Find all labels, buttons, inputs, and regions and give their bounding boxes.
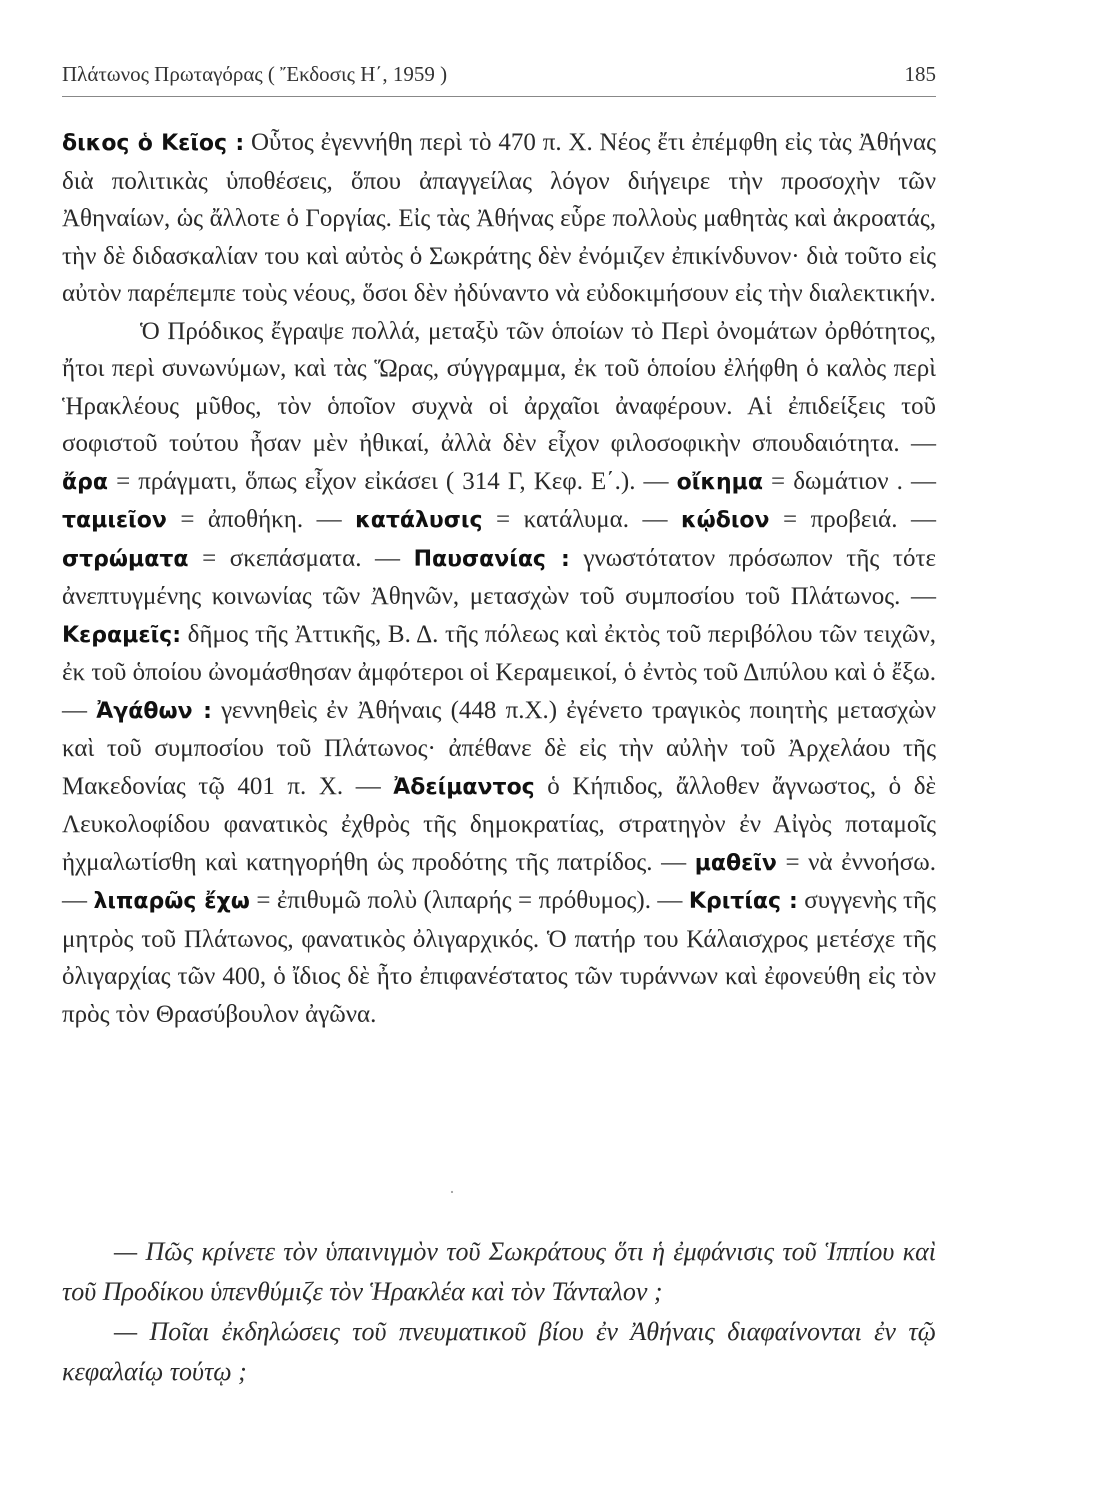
running-head	[62, 62, 936, 87]
question-item: — Ποῖαι ἐκδηλώσεις τοῦ πνευματικοῦ βίου ἐν Ἀθήναις διαφαίνονται ἐν τῷ κεφαλαίῳ τούτῳ ;	[62, 1317, 936, 1386]
gloss-text: = δωμάτιον . —	[762, 467, 936, 495]
term-prodikos: δικος ὁ Κεῖος :	[62, 131, 245, 156]
term-katalysis: κατάλυσις	[355, 508, 483, 533]
term-stromata: στρώματα	[62, 546, 189, 572]
term-mathein: μαθεῖν	[694, 850, 777, 876]
gloss-text: = νὰ ἐννοήσω. —	[62, 848, 936, 914]
term-kodion: κῴδιον	[680, 508, 770, 533]
term-tamieion: ταμιεῖον	[62, 508, 167, 533]
commentary-body	[62, 124, 936, 1033]
gloss-text: ὁ Κήπιδος, ἄλλοθεν ἄγνωστος, ὁ δὲ Λευκολοφίδου φανατικὸς ἐχθρὸς τῆς δημοκρατίας, στρατηγὸν ἐν Αἰγὸς ποταμοῖς ἠχμαλωτίσθη καὶ κατηγορήθη ὡς προδότης τῆς πατρίδος. —	[62, 772, 936, 876]
term-agathon: Ἀγάθων :	[96, 698, 212, 724]
gloss-text: γεννηθεὶς ἐν Ἀθήναις (448 π.Χ.) ἐγένετο τραγικὸς ποιητὴς μετασχὼν καὶ τοῦ συμποσίου τοῦ Πλάτωνος· ἀπέθανε δὲ εἰς τὴν αὐλὴν τοῦ Ἀρχελάου τῆς Μακεδονίας τῷ 401 π. Χ. —	[62, 696, 937, 800]
term-kerameis: Κεραμεῖς:	[62, 622, 182, 648]
paragraph-text: Ὁ Πρόδικος ἔγραψε πολλά, μεταξὺ τῶν ὁποίων τὸ Περὶ ὀνομάτων ὀρθότητος, ἤτοι περὶ συνωνύμων, καὶ τὰς Ὥρας, σύγγραμμα, ἐκ τοῦ ὁποίου ἐλήφθη ὁ καλὸς περὶ Ἡρακλέους μῦθος, τὸν ὁποῖον συχνὰ οἱ ἀρχαῖοι ἀναφέρουν. Αἱ ἐπιδείξεις τοῦ σοφιστοῦ τούτου ἦσαν μὲν ἠθικαί, ἀλλὰ δὲν εἶχον φιλοσοφικὴν σπουδαιότητα. —	[62, 317, 936, 457]
paragraph-text: Οὗτος ἐγεννήθη περὶ τὸ 470 π. Χ. Νέος ἔτι ἐπέμφθη εἰς τὰς Ἀθήνας διὰ πολιτικὰς ὑποθέσεις, ὅπου ἀπαγγείλας λόγον διήγειρε τὴν προσοχὴν τῶν Ἀθηναίων, ὡς ἄλλοτε ὁ Γοργίας. Εἰς τὰς Ἀθήνας εὗρε πολλοὺς μαθητὰς καὶ ἀκροατάς, τὴν δὲ διδασκαλίαν του καὶ αὐτὸς ὁ Σωκράτης δὲν ἐνόμιζεν ἐπικίνδυνον· διὰ τοῦτο εἰς αὐτὸν παρέπεμπε τοὺς νέους, ὅσοι δὲν ἠδύναντο νὰ εὐδοκιμήσουν εἰς τὴν διαλεκτικήν.	[62, 129, 936, 307]
question-item: — Πῶς κρίνετε τὸν ὑπαινιγμὸν τοῦ Σωκράτους ὅτι ἡ ἐμφάνισις τοῦ Ἱππίου καὶ τοῦ Προδίκου ὑπενθύμιζε τὸν Ἡρακλέα καὶ τὸν Τάνταλον ;	[62, 1237, 936, 1306]
page-number: 185	[904, 62, 936, 86]
paragraph-prodikos	[62, 124, 936, 313]
gloss-text: = προβειά. —	[769, 506, 936, 533]
term-adeimantos: Ἀδείμαντος	[393, 774, 535, 800]
study-questions	[62, 1232, 936, 1392]
section-divider-mark: ·	[449, 1182, 455, 1202]
term-oikema: οἴκημα	[676, 469, 763, 495]
gloss-text: γνωστότατον πρόσωπον τῆς τότε ἀνεπτυγμένης κοινωνίας τῶν Ἀθηνῶν, μετασχὼν τοῦ συμποσίου τοῦ Πλάτωνος. —	[62, 544, 937, 610]
term-pausanias: Παυσανίας :	[413, 546, 570, 572]
gloss-text: = πράγματι, ὅπως εἶχον εἰκάσει ( 314 Γ, Κεφ. Ε΄.). —	[107, 467, 677, 495]
term-liparos-echo: λιπαρῶς ἔχω	[93, 889, 250, 914]
gloss-text: = ἀποθήκη. —	[166, 506, 356, 533]
gloss-text: = σκεπάσματα. —	[188, 544, 414, 572]
term-ara: ἄρα	[62, 469, 108, 495]
gloss-text: συγγενὴς τῆς μητρὸς τοῦ Πλάτωνος, φανατικὸς ὀλιγαρχικός. Ὁ πατήρ του Κάλαισχρος μετέσχε τῆς ὀλιγαρχίας τῶν 400, ὁ ἴδιος δὲ ἦτο ἐπιφανέστατος τῶν τυράννων καὶ ἐφονεύθη εἰς τὸν πρὸς τὸν Θρασύβουλον ἀγῶνα.	[62, 887, 937, 1028]
term-kritias: Κριτίας :	[688, 889, 798, 914]
gloss-text: = ἐπιθυμῶ πολὺ (λιπαρής = πρόθυμος). —	[249, 887, 689, 914]
running-title: Πλάτωνος Πρωταγόρας ( Ἔκδοσις Η΄, 1959 )	[62, 62, 448, 86]
gloss-text: δῆμος τῆς Ἀττικῆς, Β. Δ. τῆς πόλεως καὶ ἐκτὸς τοῦ περιβόλου τῶν τειχῶν, ἐκ τοῦ ὁποίου ὠνομάσθησαν ἀμφότεροι οἱ Κεραμεικοί, ὁ ἐντὸς τοῦ Διπύλου καὶ ὁ ἔξω. —	[62, 620, 936, 724]
gloss-text: = κατάλυμα. —	[482, 506, 681, 533]
header-rule	[62, 96, 936, 97]
paragraph-glossary	[62, 313, 936, 1034]
